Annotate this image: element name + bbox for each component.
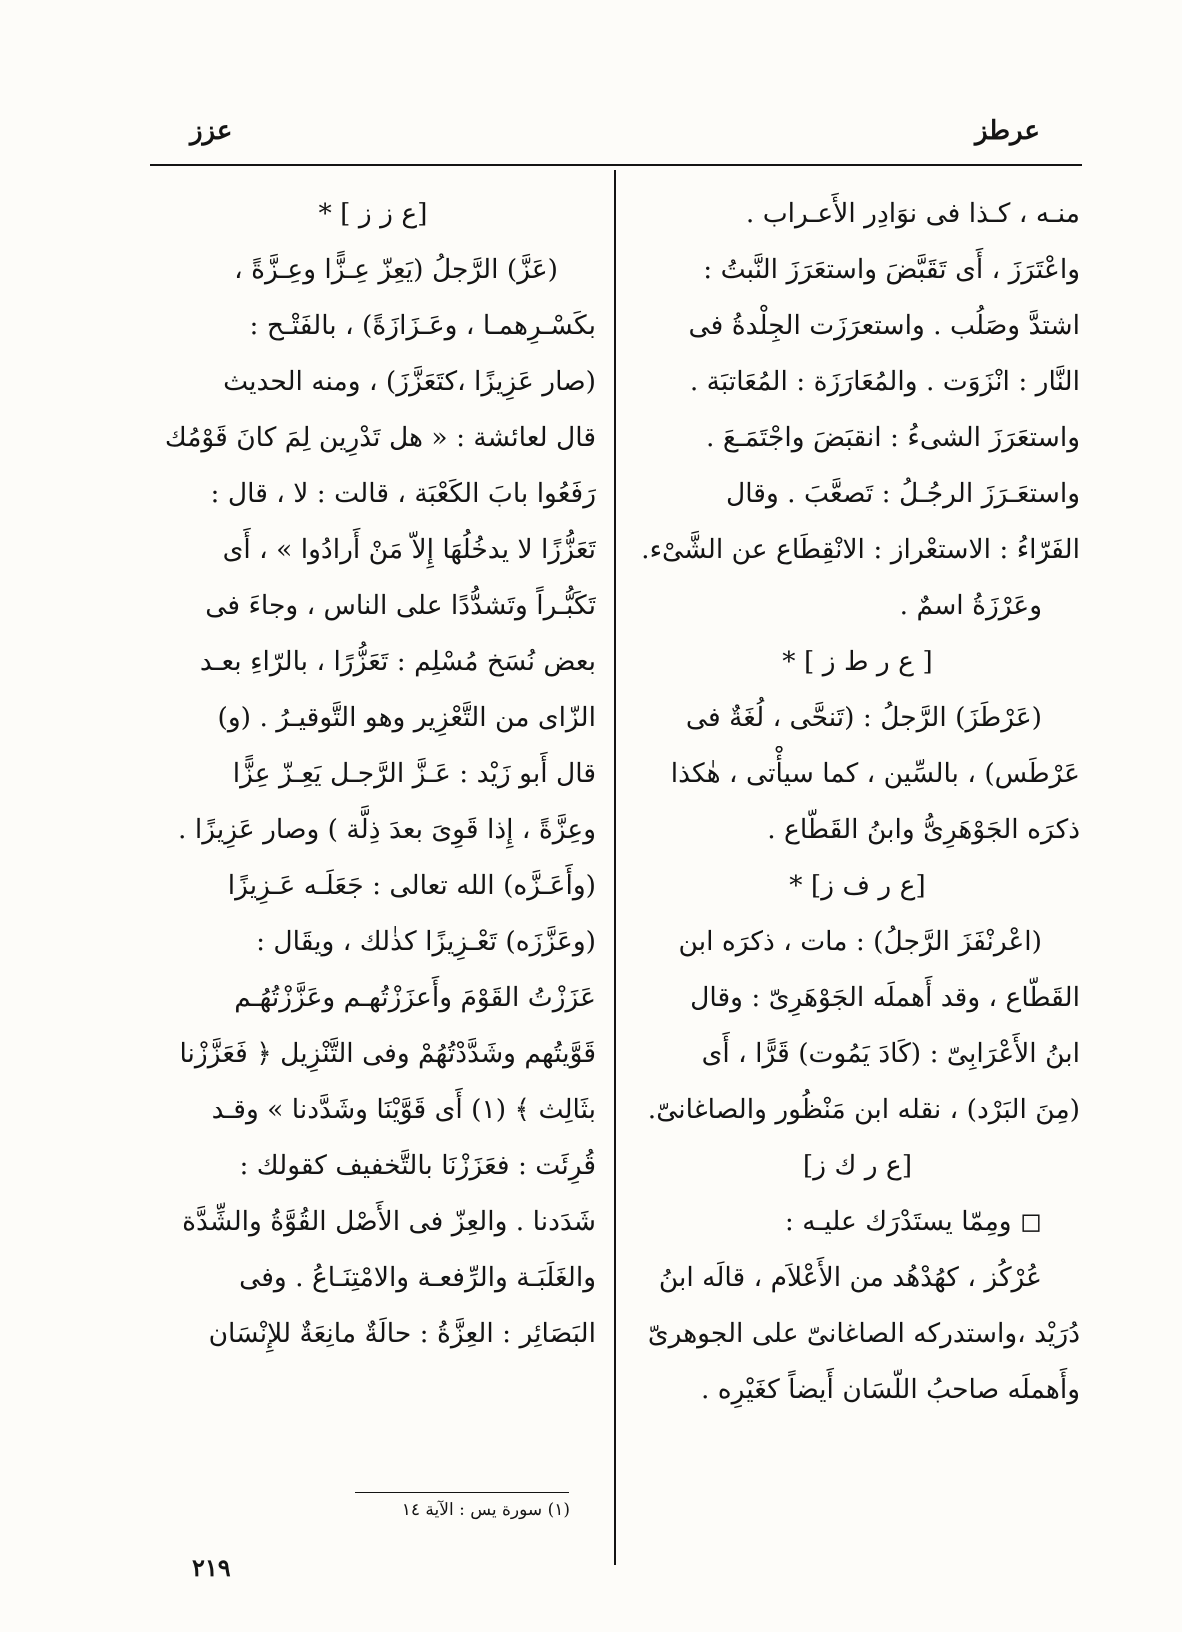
- text-line: الزّاى من التَّعْزِير وهو التَّوقيـرُ . (و): [217, 702, 596, 733]
- text-line: ◻ ومِمّا يستَدْرَك عليـه :: [784, 1206, 1042, 1237]
- entry-heading: [ع ز ز ] *: [318, 198, 428, 229]
- text-line: (عَرْطَزَ) الرَّجلُ : (تَنحَّى ، لُغَةٌ فى: [685, 702, 1042, 733]
- text-line: قَوَّيتُهم وشَدَّدْتُهُمْ وفى التَّنْزِيل ﴿ فَعَزَّزْنا: [179, 1038, 596, 1069]
- text-line: قال أَبو زَيْد : عَـزَّ الرَّجـل يَعِـزّ عِزًّا: [232, 758, 596, 789]
- text-line: واستعَرَزَ الشىءُ : انقبَضَ واجْتَمَـعَ .: [706, 422, 1080, 453]
- text-line: بثَالِث ﴾ (١) أَى قَوَّيْنَا وشَدَّدنا » وقـد: [211, 1094, 596, 1125]
- text-line: دُرَيْد ،واستدركه الصاغانىّ على الجوهرىّ: [647, 1318, 1080, 1349]
- header-left-word: عزز: [190, 116, 233, 146]
- text-line: قُرِئَت : فعَزَزْنَا بالتَّخفيف كقولك :: [239, 1150, 596, 1181]
- text-line: شَدَدنا . والعِزّ فى الأَصْل القُوَّةُ والشِّدَّة: [182, 1206, 596, 1237]
- text-line: والغَلَبَـة والرِّفعـة والامْتِنَـاعُ . وفى: [239, 1262, 596, 1293]
- right-column: [635, 186, 1080, 1418]
- text-line: وأَهملَه صاحبُ اللّسَان أَيضاً كغَيْرِه .: [700, 1374, 1080, 1405]
- text-line: ابنُ الأَعْرَابِىّ : (كَادَ يَمُوت) قَرًّا ، أَى: [701, 1038, 1080, 1069]
- text-line: وعَرْزَةُ اسمٌ .: [899, 590, 1042, 621]
- text-line: النَّار : انْزَوَت . والمُعَارَزَة : المُعَاتبَة .: [689, 366, 1080, 397]
- text-line: (عَزَّ) الرَّجلُ (يَعِزّ عِـزًّا وعِـزَّةً ،: [234, 254, 558, 285]
- header-rule: [150, 164, 1082, 166]
- text-line: الفَرّاءُ : الاستعْراز : الانْقِطَاع عن الشَّىْء.: [641, 534, 1080, 565]
- text-line: (وأَعَـزَّه) الله تعالى : جَعَلَـه عَـزِيزًا: [227, 870, 596, 901]
- text-line: واستعَـرَزَ الرجُـلُ : تَصعَّبَ . وقال: [725, 478, 1080, 509]
- page-number: ٢١٩: [192, 1553, 231, 1582]
- entry-heading: [ع ر ك ز]: [802, 1150, 913, 1181]
- text-line: البَصَائِر : العِزَّةُ : حالَةٌ مانِعَةٌ للإِنْسَان: [208, 1318, 596, 1349]
- text-line: قال لعائشة : « هل تَدْرِين لِمَ كانَ قَوْمُك: [164, 422, 596, 453]
- text-line: منـه ، كـذا فى نوَادِر الأَعـراب .: [745, 198, 1080, 229]
- text-line: تَعَزُّزًا لا يدخُلُهَا إِلاّ مَنْ أَرادُوا » ، أَى: [222, 534, 596, 565]
- text-line: (مِنَ البَرْد) ، نقله ابن مَنْظُور والصاغانىّ.: [647, 1094, 1080, 1125]
- text-line: عُرْكُز ، كهُدْهُد من الأَعْلاَم ، قالَه ابنُ: [658, 1262, 1042, 1293]
- text-line: وعِزَّةً ، إِذا قَوِىَ بعدَ ذِلَّة ) وصار عَزِيزًا .: [178, 814, 596, 845]
- left-column: [150, 186, 596, 1362]
- footnote: (١) سورة يس : الآية ١٤: [401, 1500, 570, 1520]
- entry-heading: [ ع ر ط ز ] *: [782, 646, 933, 677]
- text-line: رَفَعُوا بابَ الكَعْبَة ، قالت : لا ، قال :: [210, 478, 596, 509]
- text-line: (صار عَزِيزًا ،كتَعَزَّزَ) ، ومنه الحديث: [223, 366, 596, 397]
- text-line: بكَسْـرِهمـا ، وعَـزَازَةً) ، بالفَتْـح :: [249, 310, 596, 341]
- text-line: عَرْطَس) ، بالسِّين ، كما سيأْتى ، هٰكذا: [670, 758, 1080, 789]
- footnote-rule: [355, 1492, 569, 1493]
- text-line: القَطّاع ، وقد أَهملَه الجَوْهَرِىّ : وقال: [690, 982, 1080, 1013]
- entry-heading: [ع ر ف ز] *: [789, 870, 926, 901]
- header-right-word: عرطز: [975, 116, 1040, 146]
- text-line: ذكرَه الجَوْهَرِىُّ وابنُ القَطّاع .: [767, 814, 1080, 845]
- text-line: تَكَبُّـراً وتَشدُّدًا على الناس ، وجاءَ فى: [205, 590, 596, 621]
- text-line: عَزَزْتُ القَوْمَ وأَعزَزْتُهـم وعَزَّزْتُهُـم: [234, 982, 596, 1013]
- text-line: اشتدَّ وصَلُب . واستعرَزَت الجِلْدةُ فى: [688, 310, 1080, 341]
- text-line: (وعَزَّزَه) تَعْـزِيزًا كذٰلك ، ويقَال :: [256, 926, 596, 957]
- text-line: بعض نُسَخ مُسْلِم : تَعَزُّرًا ، بالرّاءِ بعـد: [199, 646, 596, 677]
- text-line: واعْتَرَزَ ، أَى تَقَبَّضَ واستعَرَزَ النَّبتُ :: [703, 254, 1080, 285]
- text-line: (اعْرنْفَزَ الرَّجلُ) : مات ، ذكرَه ابن: [678, 926, 1042, 957]
- column-divider: [614, 170, 616, 1565]
